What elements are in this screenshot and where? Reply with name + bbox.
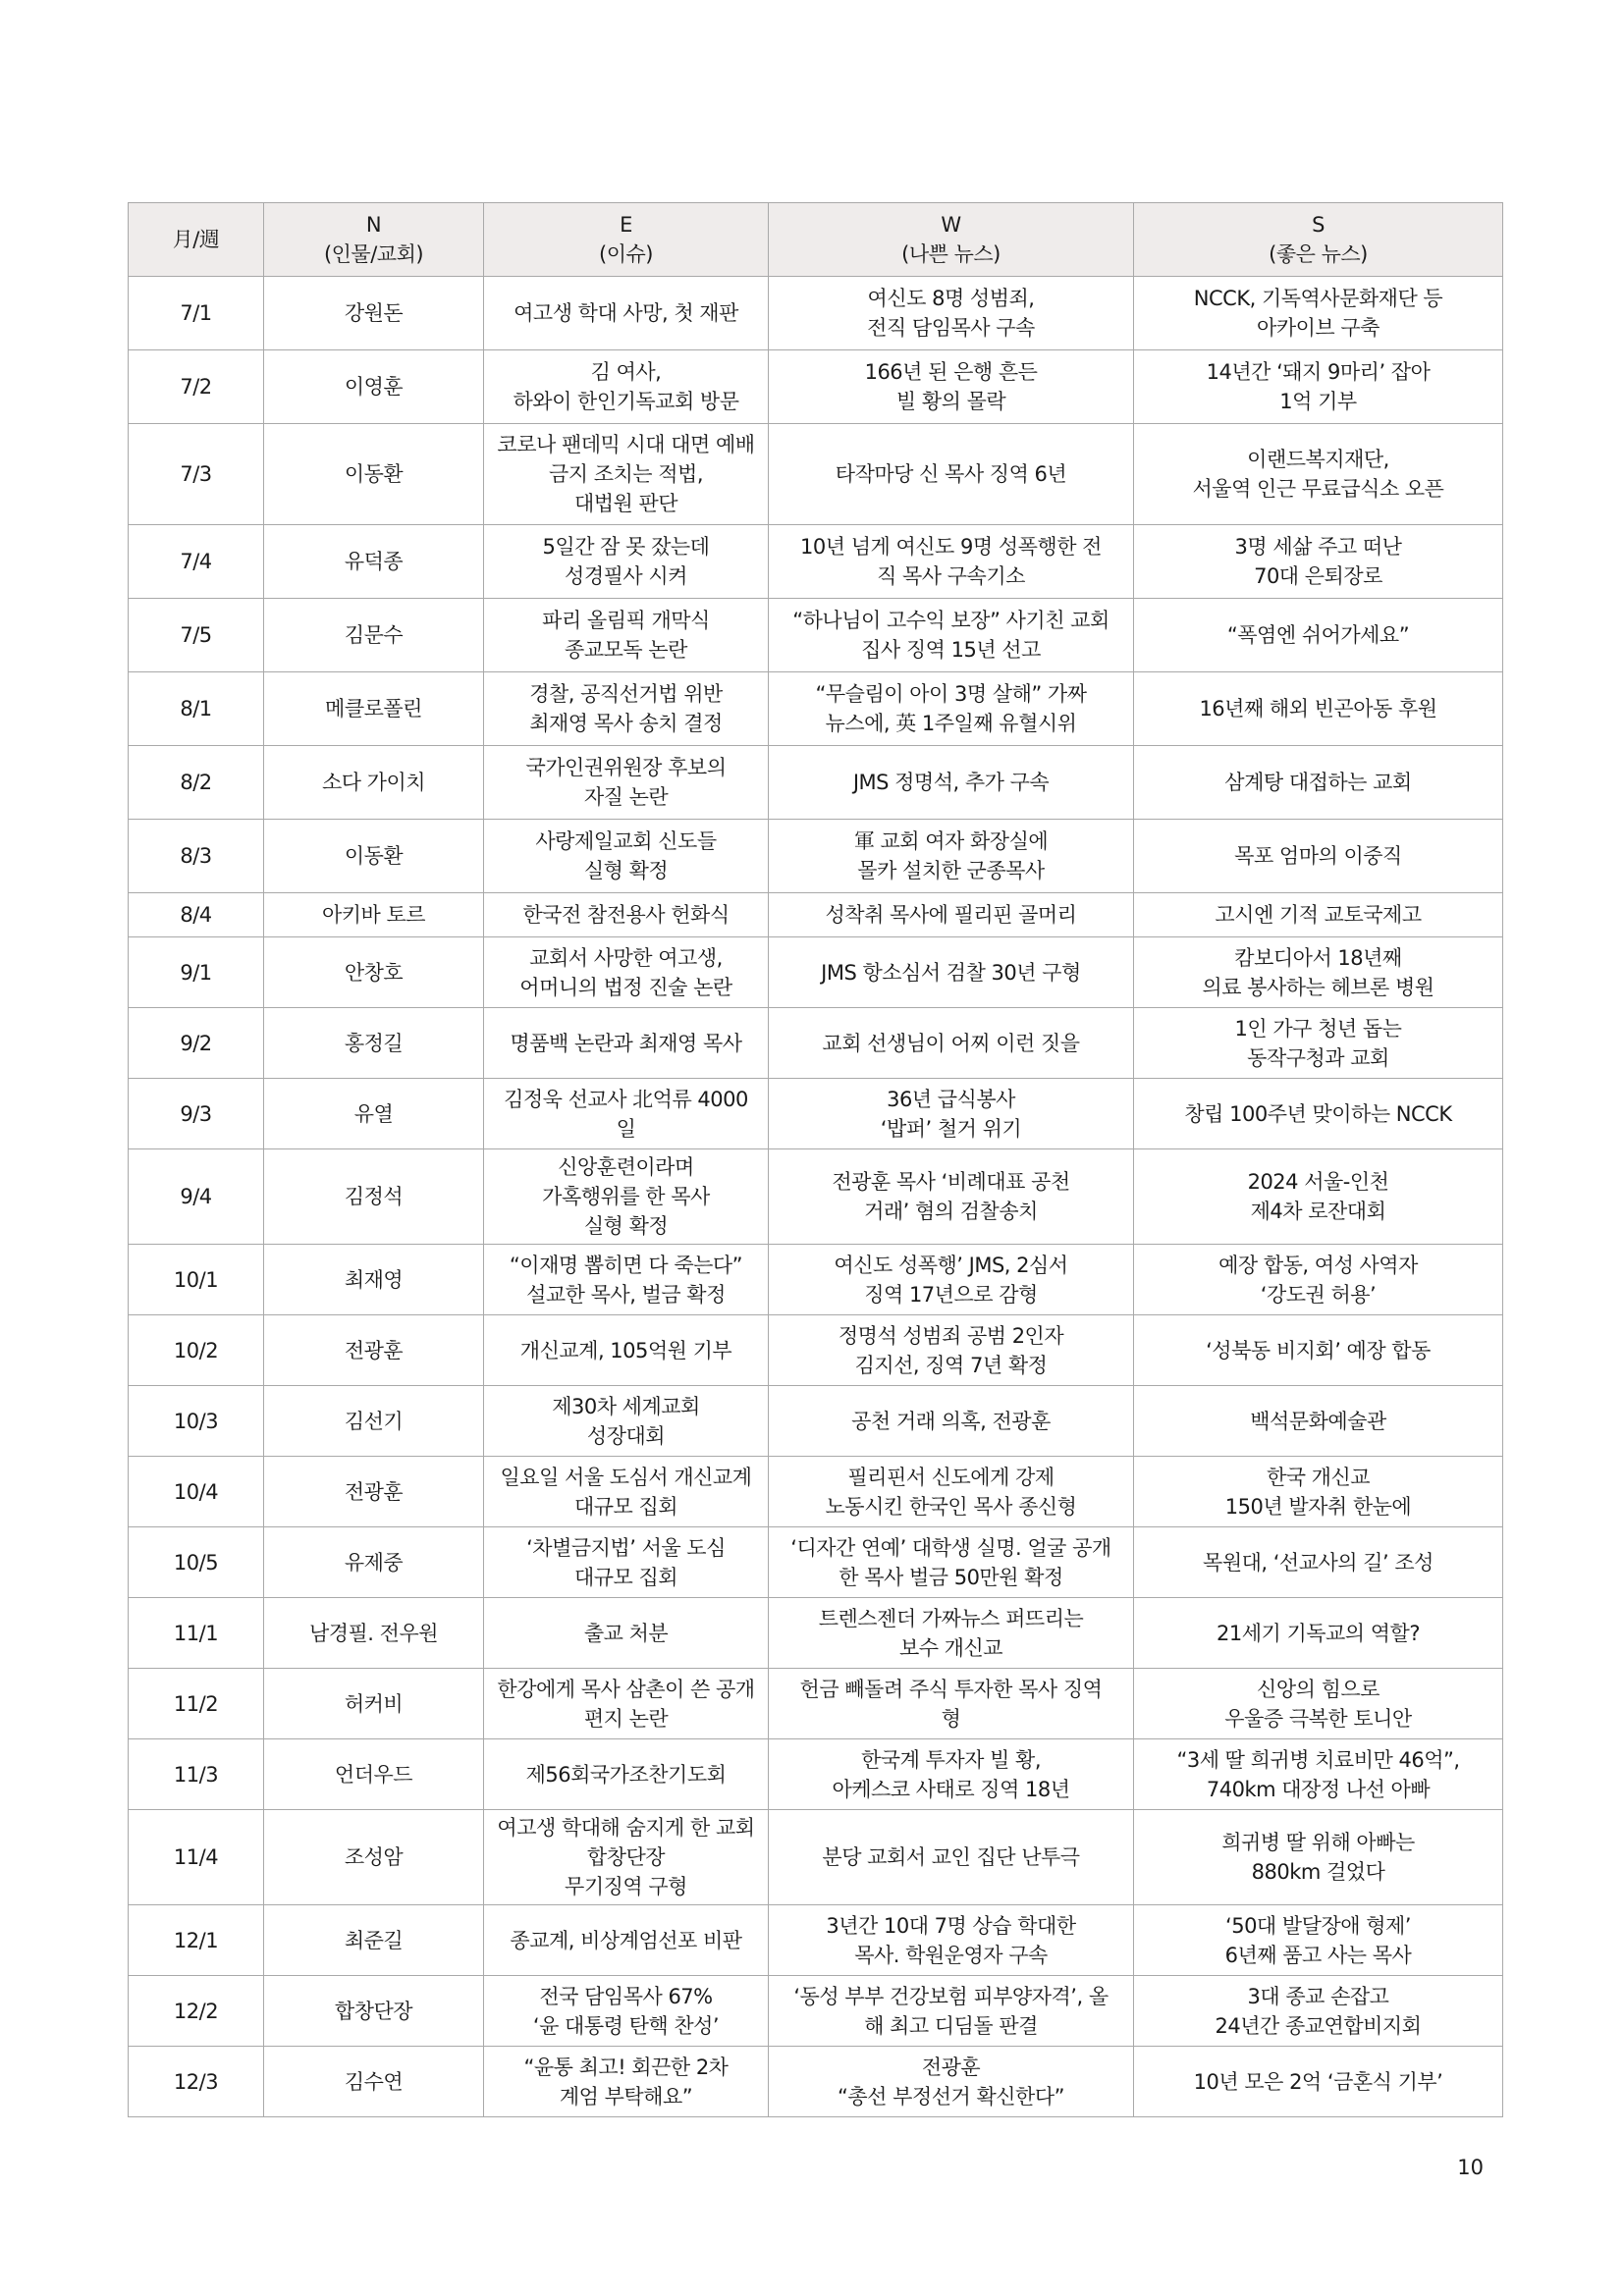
issue-cell: 한강에게 목사 삼촌이 쓴 공개 편지 논란 xyxy=(484,1669,769,1739)
person-cell: 메클로폴린 xyxy=(264,672,484,746)
person-cell: 아키바 토르 xyxy=(264,893,484,937)
issue-cell: 5일간 잠 못 잤는데 성경필사 시켜 xyxy=(484,525,769,599)
person-cell: 조성암 xyxy=(264,1810,484,1905)
good-news-cell: 고시엔 기적 교토국제고 xyxy=(1134,893,1503,937)
good-news-cell: “폭염엔 쉬어가세요” xyxy=(1134,599,1503,672)
week-cell: 8/3 xyxy=(129,820,264,893)
issue-cell: 개신교계, 105억원 기부 xyxy=(484,1315,769,1386)
bad-news-cell: ‘동성 부부 건강보험 피부양자격’, 올 해 최고 디딤돌 판결 xyxy=(769,1976,1134,2047)
week-cell: 12/1 xyxy=(129,1905,264,1976)
bad-news-cell: 타작마당 신 목사 징역 6년 xyxy=(769,424,1134,525)
good-news-cell: 2024 서울-인천 제4차 로잔대회 xyxy=(1134,1149,1503,1245)
good-news-cell: 예장 합동, 여성 사역자 ‘강도권 허용’ xyxy=(1134,1245,1503,1315)
bad-news-cell: ‘디자간 연예’ 대학생 실명. 얼굴 공개 한 목사 벌금 50만원 확정 xyxy=(769,1527,1134,1598)
issue-cell: 경찰, 공직선거법 위반 최재영 목사 송치 결정 xyxy=(484,672,769,746)
week-cell: 9/4 xyxy=(129,1149,264,1245)
issue-cell: 교회서 사망한 여고생, 어머니의 법정 진술 논란 xyxy=(484,937,769,1008)
person-cell: 강원돈 xyxy=(264,277,484,350)
table-row xyxy=(129,1739,1503,1810)
table-row xyxy=(129,746,1503,820)
issue-cell: 김정욱 선교사 北억류 4000 일 xyxy=(484,1079,769,1149)
week-cell: 9/3 xyxy=(129,1079,264,1149)
good-news-cell: ‘50대 발달장애 형제’ 6년째 품고 사는 목사 xyxy=(1134,1905,1503,1976)
person-cell: 이동환 xyxy=(264,424,484,525)
good-news-cell: 신앙의 힘으로 우울증 극복한 토니안 xyxy=(1134,1669,1503,1739)
table-row xyxy=(129,1905,1503,1976)
person-cell: 홍정길 xyxy=(264,1008,484,1079)
bad-news-cell: 분당 교회서 교인 집단 난투극 xyxy=(769,1810,1134,1905)
week-cell: 10/3 xyxy=(129,1386,264,1457)
week-cell: 10/1 xyxy=(129,1245,264,1315)
table-row xyxy=(129,599,1503,672)
table-row xyxy=(129,937,1503,1008)
bad-news-cell: 필리핀서 신도에게 강제 노동시킨 한국인 목사 종신형 xyxy=(769,1457,1134,1527)
week-cell: 7/5 xyxy=(129,599,264,672)
table-row xyxy=(129,1245,1503,1315)
week-cell: 12/2 xyxy=(129,1976,264,2047)
person-cell: 전광훈 xyxy=(264,1457,484,1527)
week-cell: 11/3 xyxy=(129,1739,264,1810)
good-news-cell: 목원대, ‘선교사의 길’ 조성 xyxy=(1134,1527,1503,1598)
week-cell: 8/2 xyxy=(129,746,264,820)
good-news-cell: 21세기 기독교의 역할? xyxy=(1134,1598,1503,1669)
table-row xyxy=(129,1810,1503,1905)
issue-cell: 여고생 학대 사망, 첫 재판 xyxy=(484,277,769,350)
week-cell: 10/5 xyxy=(129,1527,264,1598)
table-row xyxy=(129,1976,1503,2047)
week-cell: 10/2 xyxy=(129,1315,264,1386)
issue-cell: “이재명 뽑히면 다 죽는다” 설교한 목사, 벌금 확정 xyxy=(484,1245,769,1315)
person-cell: 최준길 xyxy=(264,1905,484,1976)
table-row xyxy=(129,1386,1503,1457)
good-news-cell: NCCK, 기독역사문화재단 등 아카이브 구축 xyxy=(1134,277,1503,350)
week-cell: 11/2 xyxy=(129,1669,264,1739)
issue-cell: 제30차 세계교회 성장대회 xyxy=(484,1386,769,1457)
good-news-cell: 16년째 해외 빈곤아동 후원 xyxy=(1134,672,1503,746)
page-number: 10 xyxy=(1457,2156,1484,2179)
person-cell: 김수연 xyxy=(264,2047,484,2117)
bad-news-cell: 여신도 성폭행’ JMS, 2심서 징역 17년으로 감형 xyxy=(769,1245,1134,1315)
week-cell: 7/2 xyxy=(129,350,264,424)
person-cell: 소다 가이치 xyxy=(264,746,484,820)
bad-news-cell: “무슬림이 아이 3명 살해” 가짜 뉴스에, 英 1주일째 유혈시위 xyxy=(769,672,1134,746)
bad-news-cell: 전광훈 “총선 부정선거 확신한다” xyxy=(769,2047,1134,2117)
week-cell: 9/1 xyxy=(129,937,264,1008)
good-news-cell: “3세 딸 희귀병 치료비만 46억”, 740km 대장정 나선 아빠 xyxy=(1134,1739,1503,1810)
table-row xyxy=(129,1598,1503,1669)
good-news-cell: 14년간 ‘돼지 9마리’ 잡아 1억 기부 xyxy=(1134,350,1503,424)
bad-news-cell: JMS 정명석, 추가 구속 xyxy=(769,746,1134,820)
week-cell: 11/1 xyxy=(129,1598,264,1669)
person-cell: 남경필. 전우원 xyxy=(264,1598,484,1669)
issue-cell: ‘차별금지법’ 서울 도심 대규모 집회 xyxy=(484,1527,769,1598)
table-row xyxy=(129,2047,1503,2117)
bad-news-cell: 정명석 성범죄 공범 2인자 김지선, 징역 7년 확정 xyxy=(769,1315,1134,1386)
good-news-cell: 1인 가구 청년 돕는 동작구청과 교회 xyxy=(1134,1008,1503,1079)
bad-news-cell: 공천 거래 의혹, 전광훈 xyxy=(769,1386,1134,1457)
header-row xyxy=(129,203,1503,277)
table-body xyxy=(129,277,1503,2117)
bad-news-cell: 36년 급식봉사 ‘밥퍼’ 철거 위기 xyxy=(769,1079,1134,1149)
table-row xyxy=(129,1315,1503,1386)
good-news-cell: 이랜드복지재단, 서울역 인근 무료급식소 오픈 xyxy=(1134,424,1503,525)
table-row xyxy=(129,820,1503,893)
good-news-cell: 삼계탕 대접하는 교회 xyxy=(1134,746,1503,820)
bad-news-cell: 166년 된 은행 흔든 빌 황의 몰락 xyxy=(769,350,1134,424)
issue-cell: 여고생 학대해 숨지게 한 교회 합창단장 무기징역 구형 xyxy=(484,1810,769,1905)
good-news-cell: 3명 세삶 주고 떠난 70대 은퇴장로 xyxy=(1134,525,1503,599)
header-e: E (이슈) xyxy=(484,203,769,277)
weekly-news-table xyxy=(128,202,1503,2117)
issue-cell: “윤통 최고! 회끈한 2차 계엄 부탁해요” xyxy=(484,2047,769,2117)
good-news-cell: 목포 엄마의 이중직 xyxy=(1134,820,1503,893)
good-news-cell: 10년 모은 2억 ‘금혼식 기부’ xyxy=(1134,2047,1503,2117)
bad-news-cell: 헌금 빼돌려 주식 투자한 목사 징역 형 xyxy=(769,1669,1134,1739)
week-cell: 7/3 xyxy=(129,424,264,525)
header-n: N (인물/교회) xyxy=(264,203,484,277)
week-cell: 8/4 xyxy=(129,893,264,937)
issue-cell: 명품백 논란과 최재영 목사 xyxy=(484,1008,769,1079)
issue-cell: 파리 올림픽 개막식 종교모독 논란 xyxy=(484,599,769,672)
table-row xyxy=(129,1457,1503,1527)
table-row xyxy=(129,1149,1503,1245)
person-cell: 이동환 xyxy=(264,820,484,893)
bad-news-cell: 3년간 10대 7명 상습 학대한 목사. 학원운영자 구속 xyxy=(769,1905,1134,1976)
person-cell: 허커비 xyxy=(264,1669,484,1739)
issue-cell: 종교계, 비상계엄선포 비판 xyxy=(484,1905,769,1976)
good-news-cell: 한국 개신교 150년 발자취 한눈에 xyxy=(1134,1457,1503,1527)
issue-cell: 일요일 서울 도심서 개신교계 대규모 집회 xyxy=(484,1457,769,1527)
table-row xyxy=(129,672,1503,746)
good-news-cell: 창립 100주년 맞이하는 NCCK xyxy=(1134,1079,1503,1149)
person-cell: 이영훈 xyxy=(264,350,484,424)
table-row xyxy=(129,525,1503,599)
bad-news-cell: 전광훈 목사 ‘비례대표 공천 거래’ 혐의 검찰송치 xyxy=(769,1149,1134,1245)
bad-news-cell: 교회 선생님이 어찌 이런 짓을 xyxy=(769,1008,1134,1079)
good-news-cell: 3대 종교 손잡고 24년간 종교연합비지회 xyxy=(1134,1976,1503,2047)
person-cell: 김문수 xyxy=(264,599,484,672)
person-cell: 김선기 xyxy=(264,1386,484,1457)
issue-cell: 사랑제일교회 신도들 실형 확정 xyxy=(484,820,769,893)
issue-cell: 김 여사, 하와이 한인기독교회 방문 xyxy=(484,350,769,424)
table-row xyxy=(129,1079,1503,1149)
issue-cell: 국가인권위원장 후보의 자질 논란 xyxy=(484,746,769,820)
issue-cell: 코로나 팬데믹 시대 대면 예배 금지 조치는 적법, 대법원 판단 xyxy=(484,424,769,525)
person-cell: 안창호 xyxy=(264,937,484,1008)
bad-news-cell: 10년 넘게 여신도 9명 성폭행한 전 직 목사 구속기소 xyxy=(769,525,1134,599)
bad-news-cell: JMS 항소심서 검찰 30년 구형 xyxy=(769,937,1134,1008)
week-cell: 12/3 xyxy=(129,2047,264,2117)
week-cell: 10/4 xyxy=(129,1457,264,1527)
header-s: S (좋은 뉴스) xyxy=(1134,203,1503,277)
table-row xyxy=(129,1669,1503,1739)
bad-news-cell: 軍 교회 여자 화장실에 몰카 설치한 군종목사 xyxy=(769,820,1134,893)
good-news-cell: 희귀병 딸 위해 아빠는 880km 걸었다 xyxy=(1134,1810,1503,1905)
bad-news-cell: “하나님이 고수익 보장” 사기친 교회 집사 징역 15년 선고 xyxy=(769,599,1134,672)
person-cell: 김정석 xyxy=(264,1149,484,1245)
bad-news-cell: 여신도 8명 성범죄, 전직 담임목사 구속 xyxy=(769,277,1134,350)
good-news-cell: 백석문화예술관 xyxy=(1134,1386,1503,1457)
bad-news-cell: 한국계 투자자 빌 황, 아케스코 사태로 징역 18년 xyxy=(769,1739,1134,1810)
week-cell: 9/2 xyxy=(129,1008,264,1079)
week-cell: 7/4 xyxy=(129,525,264,599)
header-week: 月/週 xyxy=(129,203,264,277)
table-row xyxy=(129,424,1503,525)
good-news-cell: ‘성북동 비지회’ 예장 합동 xyxy=(1134,1315,1503,1386)
bad-news-cell: 트렌스젠더 가짜뉴스 퍼뜨리는 보수 개신교 xyxy=(769,1598,1134,1669)
person-cell: 최재영 xyxy=(264,1245,484,1315)
weekly-news-table-container xyxy=(128,202,1502,2117)
person-cell: 유덕종 xyxy=(264,525,484,599)
person-cell: 유열 xyxy=(264,1079,484,1149)
table-row xyxy=(129,1008,1503,1079)
person-cell: 합창단장 xyxy=(264,1976,484,2047)
header-w: W (나쁜 뉴스) xyxy=(769,203,1134,277)
person-cell: 전광훈 xyxy=(264,1315,484,1386)
issue-cell: 출교 처분 xyxy=(484,1598,769,1669)
person-cell: 언더우드 xyxy=(264,1739,484,1810)
table-row xyxy=(129,893,1503,937)
table-row xyxy=(129,1527,1503,1598)
good-news-cell: 캄보디아서 18년째 의료 봉사하는 헤브론 병원 xyxy=(1134,937,1503,1008)
table-row xyxy=(129,277,1503,350)
bad-news-cell: 성착취 목사에 필리핀 골머리 xyxy=(769,893,1134,937)
issue-cell: 전국 담임목사 67% ‘윤 대통령 탄핵 찬성’ xyxy=(484,1976,769,2047)
table-row xyxy=(129,350,1503,424)
issue-cell: 신앙훈련이라며 가혹행위를 한 목사 실형 확정 xyxy=(484,1149,769,1245)
issue-cell: 한국전 참전용사 헌화식 xyxy=(484,893,769,937)
person-cell: 유제중 xyxy=(264,1527,484,1598)
week-cell: 7/1 xyxy=(129,277,264,350)
issue-cell: 제56회국가조찬기도회 xyxy=(484,1739,769,1810)
week-cell: 8/1 xyxy=(129,672,264,746)
week-cell: 11/4 xyxy=(129,1810,264,1905)
